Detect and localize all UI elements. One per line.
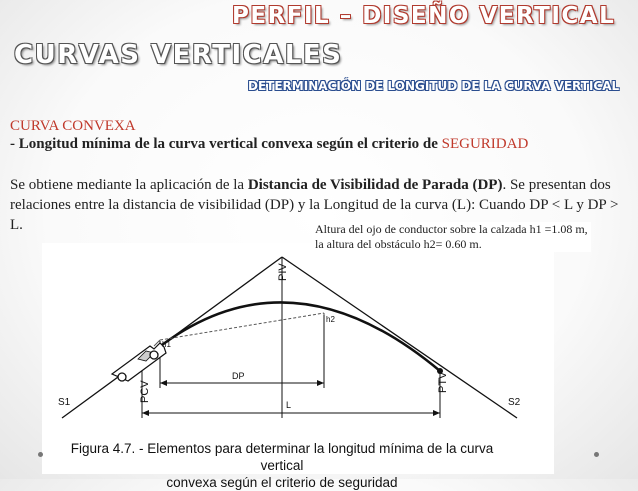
l-label: L <box>286 400 292 410</box>
h2-label: h2 <box>326 315 335 324</box>
paragraph-bold: Distancia de Visibilidad de Parada (DP) <box>247 177 503 193</box>
piv-label: PIV <box>277 263 289 281</box>
note-line2: la altura del obstáculo h2= 0.60 m. <box>315 237 482 251</box>
criterion-line <box>10 136 528 153</box>
dp-arrow-left <box>160 380 167 386</box>
pcv-label: PCV <box>139 380 151 403</box>
paragraph-part1: Se obtiene mediante la aplicación de la <box>10 177 248 193</box>
l-arrow-left <box>142 410 149 416</box>
figure-caption <box>62 440 502 491</box>
dp-arrow-right <box>317 380 324 386</box>
sight-line <box>160 313 324 340</box>
height-note <box>312 222 591 252</box>
s2-label: S2 <box>508 397 521 408</box>
h1-label: h1 <box>162 340 171 349</box>
s1-label: S1 <box>58 397 71 408</box>
criterion-highlight: SEGURIDAD <box>441 136 529 152</box>
slide-top-title: PERFIL – DISEÑO VERTICAL <box>232 3 616 29</box>
l-arrow-right <box>433 410 440 416</box>
slide-subtitle: DETERMINACIÓN DE LONGITUD DE LA CURVA VERTICAL <box>248 79 620 93</box>
tangent-right <box>282 257 517 418</box>
decor-dot-right <box>594 452 599 457</box>
ptv-label: PTV <box>437 371 449 393</box>
decor-dot-left <box>38 452 43 457</box>
dp-label: DP <box>232 371 245 381</box>
caption-line1: Figura 4.7. - Elementos para determinar la longitud mínima de la curva vertical <box>70 441 494 473</box>
paragraph-part2: . Se presentan dos relaciones entre la distancia de visibilidad (DP) y la Longitud de la curva (L): Cuando DP < L y DP > L. <box>10 177 619 233</box>
caption-line2: convexa según el criterio de seguridad <box>166 475 398 490</box>
note-line1: Altura del ojo de conductor sobre la calzada h1 =1.08 m, <box>315 222 588 236</box>
vertical-curve <box>142 302 440 371</box>
slide-main-title: CURVAS VERTICALES <box>14 40 343 70</box>
criterion-text: - Longitud mínima de la curva vertical convexa según el criterio de <box>10 136 442 152</box>
section-heading: CURVA CONVEXA <box>10 118 136 134</box>
car-icon <box>112 343 166 381</box>
